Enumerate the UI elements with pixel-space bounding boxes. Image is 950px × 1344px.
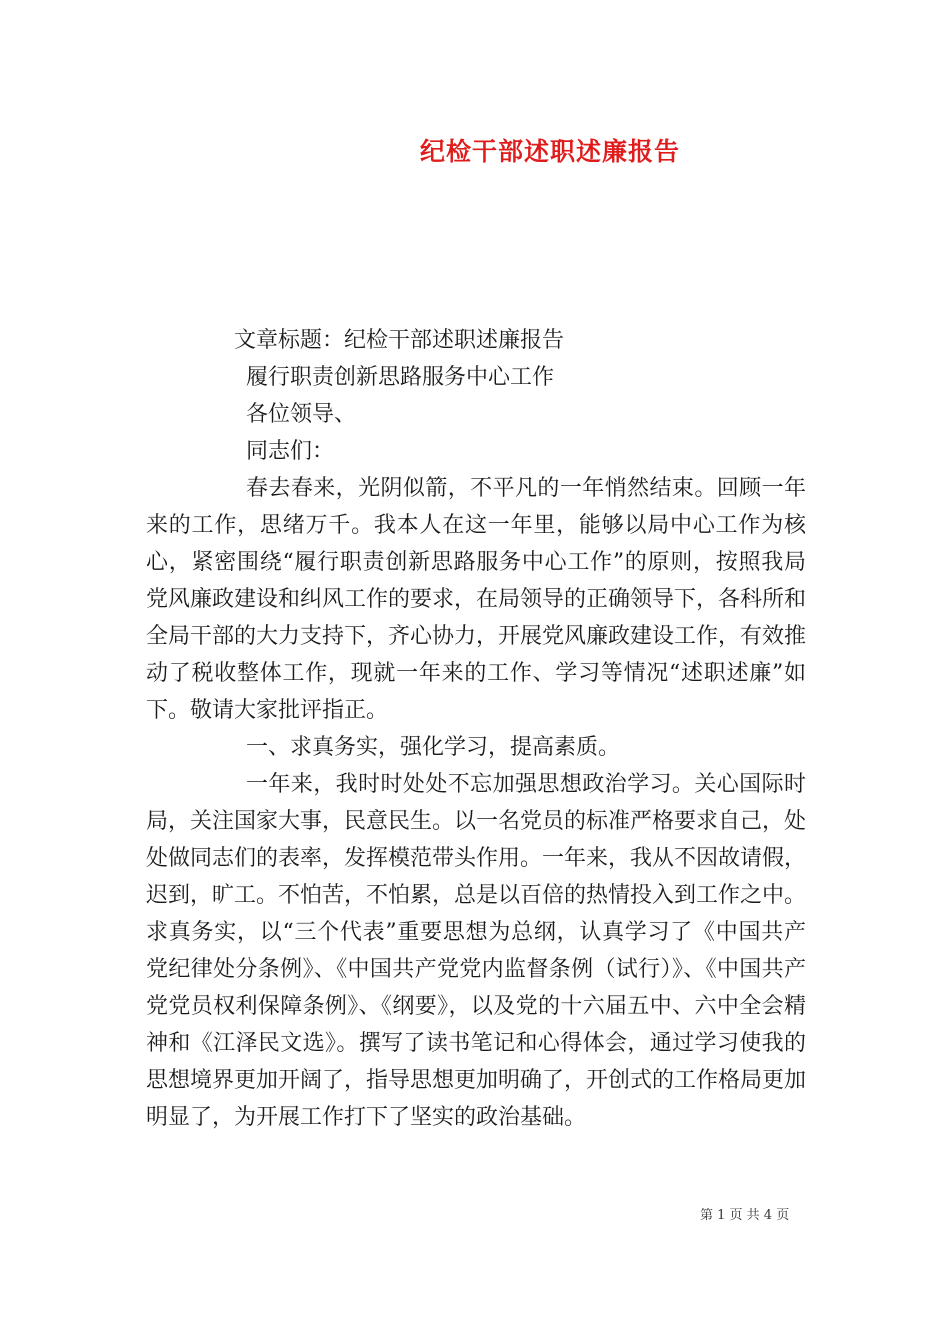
document-title: 纪检干部述职述廉报告 (419, 137, 680, 166)
article-title-line: 文章标题：纪检干部述职述廉报告 (234, 328, 565, 353)
salutation-comrades: 同志们： (246, 439, 335, 464)
paragraph-study: 一年来，我时时处处不忘加强思想政治学习。关心国际时局，关注国家大事，民意民生。以一名党员的标准严格要求自己，处处做同志们的表率，发挥模范带头作用。一年来，我从不因故请假，迟到，旷工。不怕苦，不怕累，总是以百倍的热情投入到工作之中。求真务实，以“三个代表”重要思想为总纲，认真学习了《中国共产党纪律处分条例》、《中国共产党党内监督条例（试行）》、《中国共产党党员权利保障条例》、《纲要》，以及党的十六届五中、六中全会精神和《江泽民文选》。撰写了读书笔记和心得体会，通过学习使我的思想境界更加开阔了，指导思想更加明确了，开创式的工作格局更加明显了，为开展工作打下了坚实的政治基础。 (146, 772, 807, 1130)
section-heading-1: 一、求真务实，强化学习，提高素质。 (246, 735, 621, 760)
paragraph-intro: 春去春来，光阴似箭，不平凡的一年悄然结束。回顾一年来的工作，思绪万千。我本人在这一年里，能够以局中心工作为核心，紧密围绕“履行职责创新思路服务中心工作”的原则，按照我局党风廉政建设和纠风工作的要求，在局领导的正确领导下，各科所和全局干部的大力支持下，齐心协力，开展党风廉政建设工作，有效推动了税收整体工作，现就一年来的工作、学习等情况“述职述廉”如下。敬请大家批评指正。 (146, 476, 807, 723)
subtitle: 履行职责创新思路服务中心工作 (246, 365, 555, 390)
salutation-leaders: 各位领导、 (246, 402, 357, 427)
document-body (146, 322, 806, 1136)
page-number: 第 1 页 共 4 页 (700, 1208, 790, 1223)
